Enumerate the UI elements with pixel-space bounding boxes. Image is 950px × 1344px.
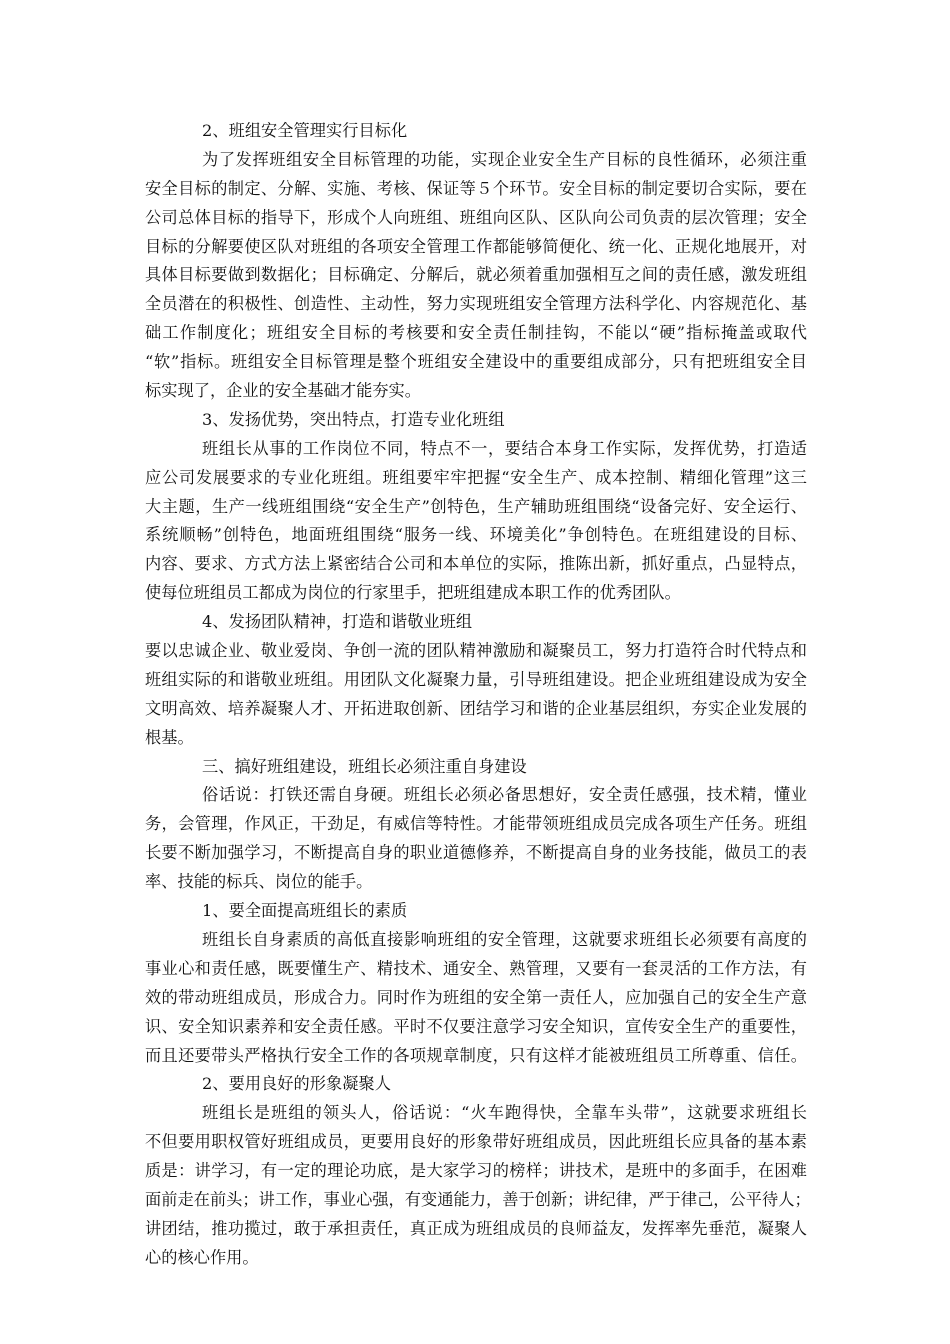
paragraph-line: 班组长是班组的领头人，俗话说：“火车跑得快，全靠车头带”，这就要求班组长: [202, 1103, 807, 1123]
paragraph-line: 事业心和责任感，既要懂生产、精技术、通安全、熟管理，又要有一套灵活的工作方法，有: [145, 958, 807, 978]
paragraph-line: 长要不断加强学习，不断提高自身的职业道德修养，不断提高自身的业务技能，做员工的表: [145, 843, 807, 863]
paragraph-line: 内容、要求、方式方法上紧密结合公司和本单位的实际，推陈出新，抓好重点，凸显特点，: [145, 554, 807, 574]
section-heading: 3、发扬优势，突出特点，打造专业化班组: [202, 409, 505, 429]
paragraph-line: 班组长从事的工作岗位不同，特点不一，要结合本身工作实际，发挥优势，打造适: [202, 438, 807, 458]
section-heading: 三、搞好班组建设，班组长必须注重自身建设: [202, 756, 527, 776]
paragraph-line: 础工作制度化；班组安全目标的考核要和安全责任制挂钩，不能以“硬”指标掩盖或取代: [145, 323, 807, 343]
paragraph-line: 为了发挥班组安全目标管理的功能，实现企业安全生产目标的良性循环，必须注重: [202, 149, 807, 169]
paragraph-line: 应公司发展要求的专业化班组。班组要牢牢把握“安全生产、成本控制、精细化管理”这三: [145, 467, 807, 487]
paragraph-line: 要以忠诚企业、敬业爱岗、争创一流的团队精神激励和凝聚员工，努力打造符合时代特点和: [145, 641, 807, 661]
paragraph-line: 班组长自身素质的高低直接影响班组的安全管理，这就要求班组长必须要有高度的: [202, 929, 807, 949]
paragraph-line: 面前走在前头；讲工作，事业心强，有变通能力，善于创新；讲纪律，严于律己，公平待人；: [145, 1189, 811, 1209]
section-heading: 1、要全面提高班组长的素质: [202, 901, 408, 921]
paragraph-line: 俗话说：打铁还需自身硬。班组长必须必备思想好，安全责任感强，技术精，懂业: [202, 785, 807, 805]
paragraph-line: 标实现了，企业的安全基础才能夯实。: [145, 381, 422, 401]
paragraph-line: 班组实际的和谐敬业班组。用团队文化凝聚力量，引导班组建设。把企业班组建设成为安全: [145, 669, 807, 689]
paragraph-line: 心的核心作用。: [145, 1247, 259, 1267]
paragraph-line: 具体目标要做到数据化；目标确定、分解后，就必须着重加强相互之间的责任感，激发班组: [145, 265, 807, 285]
paragraph-line: 根基。: [145, 727, 194, 747]
paragraph-line: 务，会管理，作风正，干劲足，有威信等特性。才能带领班组成员完成各项生产任务。班组: [145, 814, 807, 834]
document-body: [145, 117, 811, 1273]
paragraph-line: 安全目标的制定、分解、实施、考核、保证等５个环节。安全目标的制定要切合实际，要在: [145, 178, 807, 198]
paragraph-line: 效的带动班组成员，形成合力。同时作为班组的安全第一责任人，应加强自己的安全生产意: [145, 987, 807, 1007]
paragraph-line: 识、安全知识素养和安全责任感。平时不仅要注意学习安全知识，宣传安全生产的重要性，: [145, 1016, 807, 1036]
paragraph-line: 不但要用职权管好班组成员，更要用良好的形象带好班组成员，因此班组长应具备的基本素: [145, 1132, 807, 1152]
paragraph-line: 全员潜在的积极性、创造性、主动性，努力实现班组安全管理方法科学化、内容规范化、基: [145, 294, 807, 314]
paragraph-line: 质是：讲学习，有一定的理论功底，是大家学习的榜样；讲技术，是班中的多面手，在困难: [145, 1161, 807, 1181]
paragraph-line: 讲团结，推功揽过，敢于承担责任，真正成为班组成员的良师益友，发挥率先垂范，凝聚人: [145, 1218, 807, 1238]
paragraph-line: 大主题，生产一线班组围绕“安全生产”创特色，生产辅助班组围绕“设备完好、安全运行、: [145, 496, 807, 516]
section-heading: 4、发扬团队精神，打造和谐敬业班组: [202, 612, 473, 632]
paragraph-line: 使每位班组员工都成为岗位的行家里手，把班组建成本职工作的优秀团队。: [145, 583, 681, 603]
paragraph-line: 而且还要带头严格执行安全工作的各项规章制度，只有这样才能被班组员工所尊重、信任。: [145, 1045, 807, 1065]
paragraph-line: 文明高效、培养凝聚人才、开拓进取创新、团结学习和谐的企业基层组织，夯实企业发展的: [145, 698, 807, 718]
paragraph-line: “软”指标。班组安全目标管理是整个班组安全建设中的重要组成部分，只有把班组安全目: [145, 352, 807, 372]
paragraph-line: 公司总体目标的指导下，形成个人向班组、班组向区队、区队向公司负责的层次管理；安全: [145, 207, 807, 227]
section-heading: 2、要用良好的形象凝聚人: [202, 1074, 391, 1094]
paragraph-line: 系统顺畅”创特色，地面班组围绕“服务一线、环境美化”争创特色。在班组建设的目标、: [145, 525, 807, 545]
section-heading: 2、班组安全管理实行目标化: [202, 121, 408, 140]
paragraph-line: 率、技能的标兵、岗位的能手。: [145, 872, 373, 892]
paragraph-line: 目标的分解要使区队对班组的各项安全管理工作都能够简便化、统一化、正规化地展开，对: [145, 236, 807, 256]
